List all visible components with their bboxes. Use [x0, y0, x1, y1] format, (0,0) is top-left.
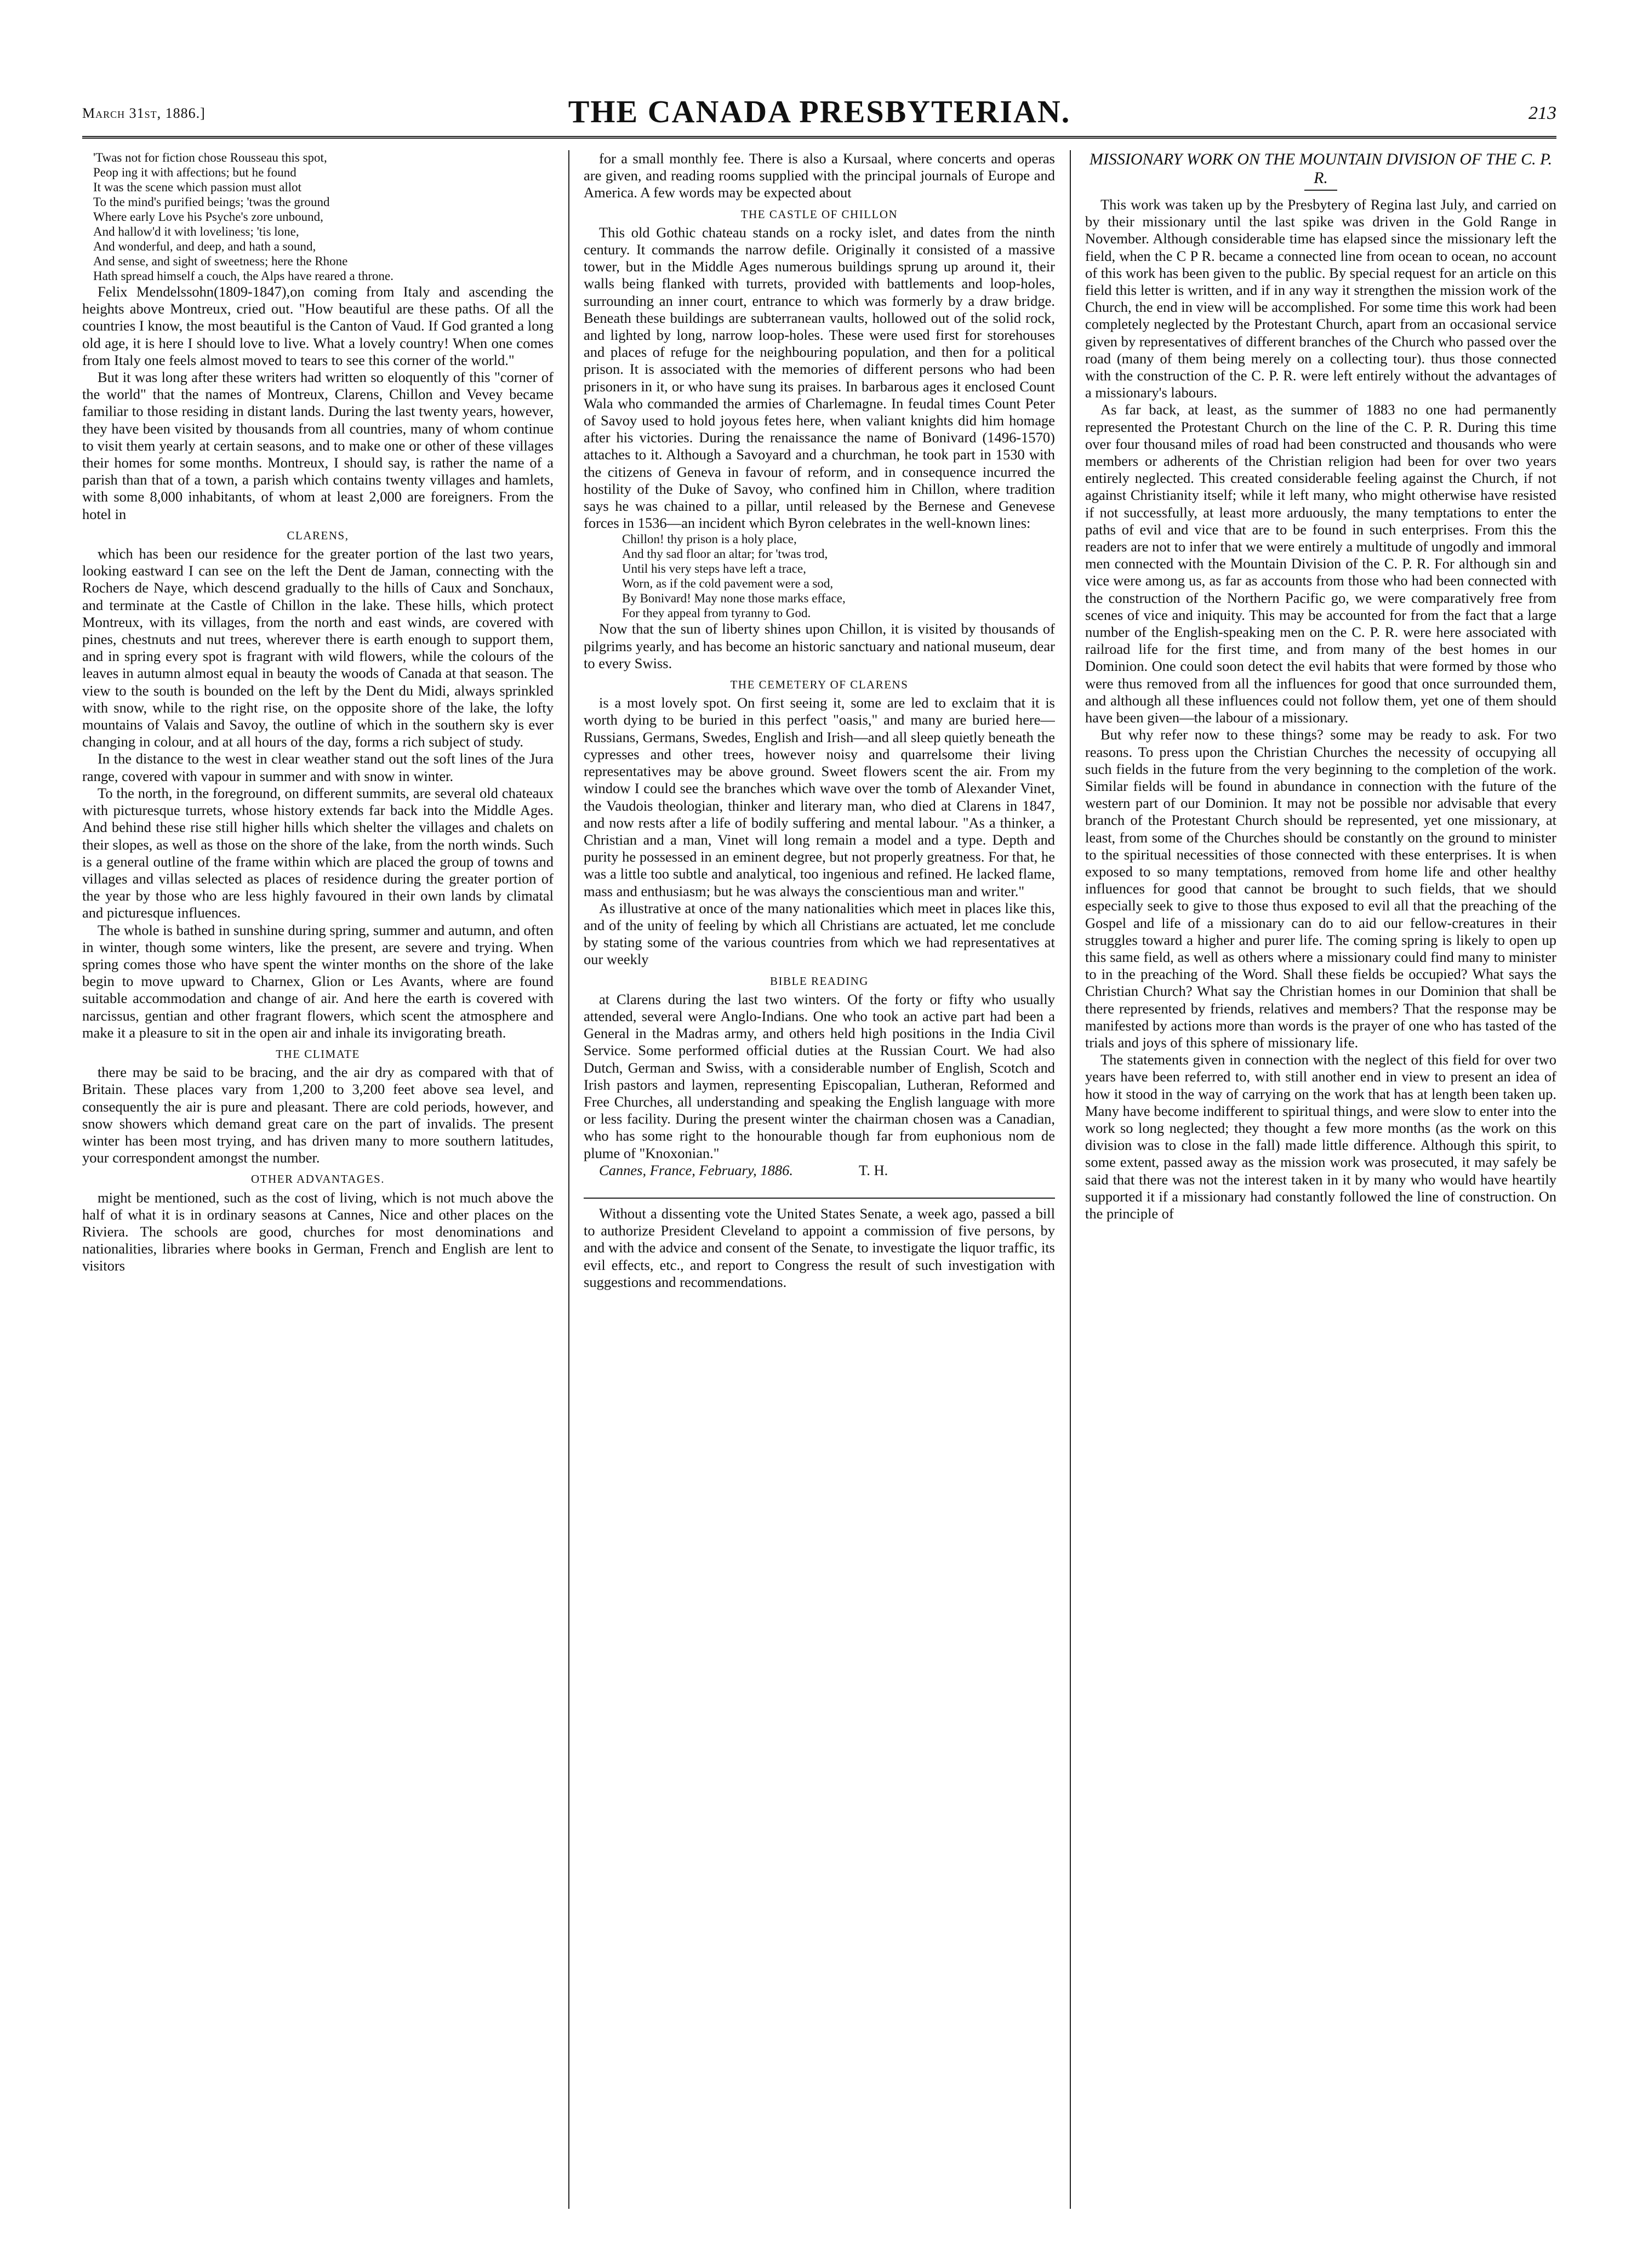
paragraph: But why refer now to these things? some may be ready to ask. For two reasons. To press upon the Christian Churches the necessity of occupying all such fields in the future from the very beginning to the completion of the work. Similar fields will be found in abundance in connection with the future of the western part of our Dominion. It may not be possible nor advisable that every branch of the Protestant Church should be represented, yet one missionary, at least, from some of the Churches should be constantly on the ground to minister to the spiritual necessities of those connected with these enterprises. It is when exposed to so many temptations, removed from home life and other healthy influences for good that cannot be brought to such fields, that we should especially seek to give to those thus exposed to evil all that the preaching of the Gospel and life of a missionary can do to aid our fellow-creatures in their struggles toward a higher and purer life. The coming spring is likely to open up this same field, as well as others where a missionary could find many to minister to in the preaching of the Word. Shall these fields be occupied? What says the Christian Church? What say the Christian homes in our Dominion that shall be there represented by friends, relatives and members? That the response may be manifested by actions more than words is the prayer of one who has tasted of the trials and joys of this sphere of missionary life. [1085, 726, 1556, 1051]
section-heading-clarens: CLARENS, [287, 528, 349, 542]
section-heading-castle: THE CASTLE OF CHILLON [740, 207, 898, 221]
poem-line: And wonderful, and deep, and hath a sound, [93, 240, 316, 253]
newspaper-page [82, 93, 1556, 2220]
rousseau-poem [82, 150, 554, 283]
poem-line: And sense, and sight of sweetness; here the Rhone [93, 254, 348, 268]
signature-line [584, 1162, 1055, 1179]
paragraph: Now that the sun of liberty shines upon Chillon, it is visited by thousands of pilgrims yearly, and has become an historic sanctuary and national museum, dear to every Swiss. [584, 620, 1055, 671]
paragraph: As far back, at least, as the summer of 1883 no one had permanently represented the Protestant Church on the line of the C. P. R. During this time over four thousand miles of road had been constructed and thousands who were members or adherents of the Christian religion had been for over two years entirely neglected. This created considerable feeling against the Church, if not against Christianity itself; while it left many, who might otherwise have resisted if not successfully, at least more arduously, the many temptations to enter the paths of evil and vice that are to be found in such enterprises. From this the readers are not to infer that we were entirely a multitude of ungodly and immoral men connected with the Mountain Division of the C. P. R. For although sin and vice were among us, as far as accounts from those who had been connected with the construction of the Northern Pacific go, we were comparatively free from scenes of vice and iniquity. This may be accounted for from the fact that a large number of the English-speaking men on the C. P. R. were here associated with railroad life for the first time, and from many of the best homes in our Dominion. One could soon detect the evil habits that were formed by those who were thus removed from all the influences for good that once surrounded them, and although all these influences could not follow them, yet one of them should have been given—the labour of a missionary. [1085, 401, 1556, 726]
paragraph: To the north, in the foreground, on different summits, are several old chateaux with picturesque turrets, whose history extends far back into the Middle Ages. And behind these rise still higher hills which shelter the villages and chalets on their slopes, as well as those on the shore of the lake, from the north winds. Such is a general outline of the frame within which are placed the group of towns and villages and villas selected as places of residence during the greater portion of the year by those who are less highly favoured in their own lands by climatal and picturesque influences. [82, 784, 554, 921]
paragraph: As illustrative at once of the many nationalities which meet in places like this, and of the unity of feeling by which all Christians are actuated, let me conclude by stating some of the various countries from which we had representatives at our weekly [584, 899, 1055, 968]
issue-date: March 31st, 1886.] [82, 105, 206, 121]
poem-line: And hallow'd it with loveliness; 'tis lone, [93, 225, 299, 238]
column-2 [584, 150, 1055, 2209]
poem-line: Worn, as if the cold pavement were a sod, [622, 577, 834, 591]
paragraph: In the distance to the west in clear weather stand out the soft lines of the Jura range, covered with vapour in summer and with snow in winter. [82, 750, 554, 784]
poem-line: And thy sad floor an altar; for 'twas trod, [622, 547, 828, 561]
poem-line: Hath spread himself a couch, the Alps have reared a throne. [93, 269, 393, 283]
paragraph: This old Gothic chateau stands on a rocky islet, and dates from the ninth century. It commands the narrow defile. Originally it consisted of a massive tower, but in the Middle Ages numerous buildings sprung up around it, their walls being flanked with turrets, provided with battlements and loop-holes, surrounding an inner court, entrance to which was formerly by a draw bridge. Beneath these buildings are subterranean vaults, hollowed out of the solid rock, and lighted by long, narrow loop-holes. These were used first for storehouses and places of refuge for the neighbouring population, and then for a political prison. It is associated with the memories of different persons who had been prisoners in it, or who have sung its praises. In barbarous ages it enclosed Count Wala who commanded the armies of Charlemagne. In feudal times Count Peter of Savoy used to hold joyous fetes here, when valiant knights did him homage after his victories. During the renaissance the name of Bonivard (1496-1570) attaches to it. Although a Savoyard and a churchman, he took part in 1530 with the citizens of Geneva in favour of reform, and in consequence incurred the hostility of the Duke of Savoy, who confined him in Chillon, where tradition says he was chained to a pillar, until released by the Bernese and Genevese forces in 1536—an incident which Byron celebrates in the well-known lines: [584, 224, 1055, 532]
paragraph: might be mentioned, such as the cost of living, which is not much above the half of what it is in ordinary seasons at Cannes, Nice and other places on the Riviera. The schools are good, churches for most denominations and nationalities, libraries where books in German, French and English are lent to visitors [82, 1189, 554, 1274]
paragraph: is a most lovely spot. On first seeing it, some are led to exclaim that it is worth dying to be buried in this perfect "oasis," and many are buried here—Russians, Germans, Swedes, English and Irish—and all sleep quietly beneath the cypresses and other trees, however noisy and quarrelsome their living representatives may be above ground. Sweet flowers scent the air. From my window I could see the branches which wave over the tomb of Alexander Vinet, the Vaudois theologian, thinker and literary man, who died at Clarens in 1847, and now rests after a life of bodily suffering and mental labour. "As a thinker, a Christian and a man, Vinet will long remain a model and a type. Depth and purity he possessed in an eminent degree, but not properly greatness. For that, he was a little too subtle and analytical, too ingenious and refined. He lacked flame, mass and enthusiasm; but he was always the conscientious man and writer." [584, 694, 1055, 899]
poem-line: Where early Love his Psyche's zore unbound, [93, 210, 323, 224]
columns [82, 150, 1556, 2209]
paragraph: The whole is bathed in sunshine during spring, summer and autumn, and often in winter, though some winters, like the present, are severe and trying. When spring comes those who have spent the winter months on the shore of the lake begin to move upward to Charnex, Glion or Les Avants, where are found suitable accommodation and change of air. And here the earth is covered with narcissus, gentian and other fragrant flowers, which scent the atmosphere and make it a pleasure to sit in the open air and inhale its invigorating breath. [82, 921, 554, 1041]
section-heading-cemetery: THE CEMETERY OF CLARENS [730, 678, 909, 692]
poem-line: Chillon! thy prison is a holy place, [622, 532, 797, 546]
section-heading-bible-reading: BIBLE READING [770, 974, 869, 988]
article-title: MISSIONARY WORK ON THE MOUNTAIN DIVISION OF THE C. P. R. [1089, 150, 1553, 187]
masthead-title: THE CANADA PRESBYTERIAN. [568, 94, 1071, 129]
paragraph: there may be said to be bracing, and the air dry as compared with that of Britain. These places vary from 1,200 to 3,200 feet above sea level, and consequently the air is pure and pleasant. There are cold periods, however, and snow showers which demand great care on the part of invalids. The present winter has been most trying, and has driven many to more southern latitudes, your correspondent amongst the number. [82, 1064, 554, 1166]
paragraph: This work was taken up by the Presbytery of Regina last July, and carried on by their missionary until the last spike was driven in the Gold Range in November. Although considerable time has elapsed since the missionary left the field, when the C P R. became a connected line from ocean to ocean, no account of this work has been given to the public. By special request for an article on this field this letter is written, and if in any way it strengthen the mission work of the Church, the end in view will be accomplished. For some time this work had been completely neglected by the Protestant Church, apart from an occasional service given by representatives of different branches of the Church who passed over the road (many of them being merely on a collecting tour). thus those connected with the construction of the C. P. R. were left entirely without the advantages of a missionary's labours. [1085, 196, 1556, 401]
poem-line: By Bonivard! May none those marks efface, [622, 591, 846, 606]
author-initials: T. H. [859, 1161, 888, 1178]
column-divider [1055, 150, 1085, 2209]
column-1 [82, 150, 554, 2209]
title-rule [1304, 190, 1337, 191]
paragraph: at Clarens during the last two winters. Of the forty or fifty who usually attended, several were Anglo-Indians. One who took an active part had been a General in the Madras army, and others held high positions in the India Civil Service. Some performed official duties at the Russian Court. We had also Dutch, German and Swiss, with a considerable number of English, Scotch and Irish pastors and laymen, representing Episcopalian, Lutheran, Reformed and Free Churches, all understanding and speaking the English language with more or less facility. During the present winter the chairman chosen was a Canadian, who has some right to the honourable though far from euphonious nom de plume of "Knoxonian." [584, 990, 1055, 1161]
paragraph: Felix Mendelssohn(1809-1847),on coming from Italy and ascending the heights above Montreux, cried out. "How beautiful are these paths. Of all the countries I know, the most beautiful is the Canton of Vaud. If God granted a long old age, it is here I should love to live. What a lovely country! When one comes from Italy one feels almost moved to tears to see this corner of the world." [82, 283, 554, 368]
paragraph: The statements given in connection with the neglect of this field for over two years have been referred to, with still another end in view to present an idea of how it stood in the way of carrying on the work that has at length been taken up. Many have become indifferent to spiritual things, and were slow to enter into the work so long neglected; they thought a few more months (as the work on this division was to close in the fall) made little difference. Although this spirit, to some extent, passed away as the mission work was prosecuted, it may safely be said that there was not the interest taken in it by many who would have heartily supported it if a missionary had constantly followed the line of construction. On the principle of [1085, 1051, 1556, 1222]
paragraph: But it was long after these writers had written so eloquently of this "corner of the world" that the names of Montreux, Clarens, Chillon and Vevey became familiar to those residing in distant lands. During the last twenty years, however, they have been visited by thousands from all countries, many of whom continue to visit them yearly at certain seasons, and to make one or other of these villages their homes for some months. Montreux, I should say, is rather the name of a parish than that of a town, a parish which contains twenty villages and hamlets, with some 8,000 inhabitants, of whom at least 2,000 are foreigners. From the hotel in [82, 369, 554, 522]
page-header [82, 93, 1556, 128]
paragraph: for a small monthly fee. There is also a Kursaal, where concerts and operas are given, and reading rooms supplied with the principal journals of Europe and America. A few words may be expected about [584, 150, 1055, 201]
header-rule [82, 136, 1556, 141]
page-number: 213 [1528, 103, 1556, 123]
section-heading-climate: THE CLIMATE [276, 1047, 360, 1061]
poem-line: It was the scene which passion must allot [93, 180, 302, 194]
poem-line: Until his very steps have left a trace, [622, 562, 806, 576]
dateline: Cannes, France, February, 1886. [599, 1161, 794, 1178]
paragraph: which has been our residence for the greater portion of the last two years, looking eastward I can see on the left the Dent de Jaman, connecting with the Rochers de Naye, which descend gradually to the hills of Caux and Sonchaux, and terminate at the Castle of Chillon in the lake. These hills, which protect Montreux, with its villages, from the north and east winds, are covered with pines, chestnuts and nut trees, wherever there is earth enough to support them, and in spring every spot is fragrant with wild flowers, while the colours of the leaves in autumn almost equal in beauty the woods of Canada at that season. The view to the south is bounded on the left by the Dent du Midi, always sprinkled with snow, while to the right rise, on the opposite shore of the lake, the lofty mountains of Valais and Savoy, the outline of which in the southern sky is ever changing in colour, and at all hours of the day, forms a rich subject of study. [82, 545, 554, 750]
section-heading-other-advantages: OTHER ADVANTAGES. [251, 1172, 385, 1186]
paragraph-senate-bill: Without a dissenting vote the United States Senate, a week ago, passed a bill to authorize President Cleveland to appoint a commission of five persons, by and with the advice and consent of the Senate, to investigate the liquor traffic, its evil effects, etc., and report to Congress the result of such investigation with suggestions and recommendations. [584, 1205, 1055, 1290]
article-separator [584, 1184, 1055, 1199]
poem-line: Peop ing it with affections; but he found [93, 166, 296, 179]
column-3 [1085, 150, 1556, 2209]
column-divider [554, 150, 584, 2209]
poem-line: For they appeal from tyranny to God. [622, 606, 811, 620]
poem-line: To the mind's purified beings; 'twas the ground [93, 195, 330, 209]
poem-line: 'Twas not for fiction chose Rousseau this spot, [93, 151, 327, 164]
byron-poem [584, 532, 1055, 620]
